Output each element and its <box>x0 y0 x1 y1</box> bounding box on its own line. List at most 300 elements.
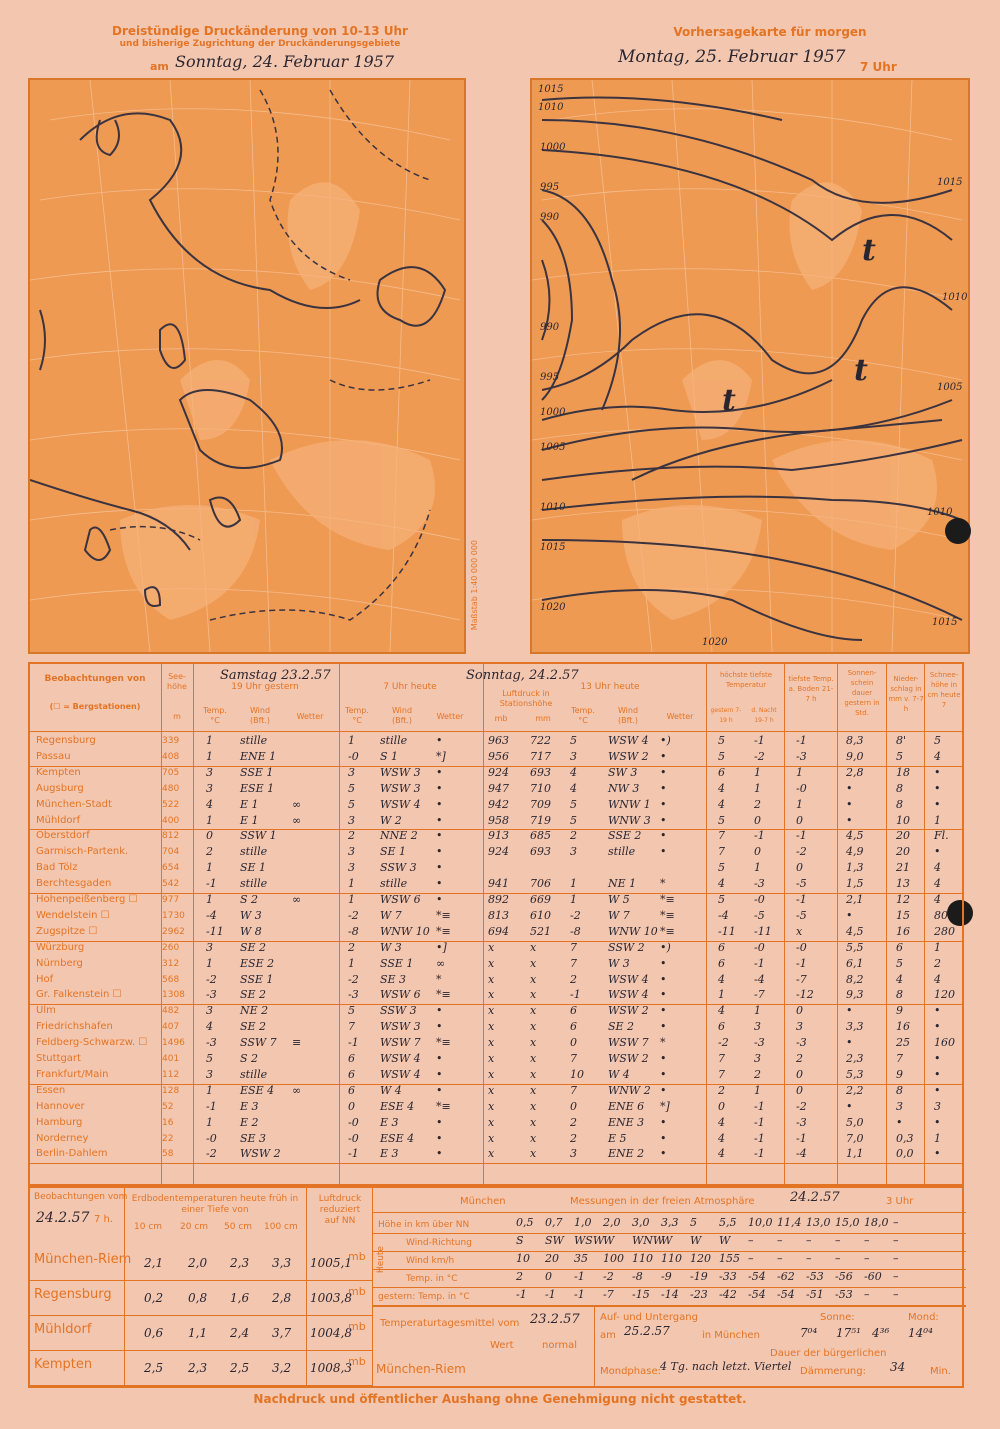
table-cell: SSW 2 <box>608 940 645 954</box>
soil-row-divider <box>30 1385 372 1386</box>
table-cell: *≡ <box>436 908 451 922</box>
table-cell: -11 <box>718 924 736 938</box>
table-cell: 10 <box>570 1067 584 1081</box>
table-cell: * <box>660 1036 666 1050</box>
table-cell: -2 <box>348 972 359 986</box>
table-cell: 1 <box>934 940 941 954</box>
table-cell: -3 <box>796 749 807 763</box>
table-row <box>30 1147 962 1163</box>
svg-text:1000: 1000 <box>540 407 566 418</box>
right-map-time: 7 Uhr <box>860 60 897 74</box>
table-cell: 4 <box>718 781 725 795</box>
upper-air-value: 0,5 <box>516 1216 534 1229</box>
table-cell: 1 <box>754 1083 761 1097</box>
table-cell: ENE 3 <box>608 1115 645 1129</box>
upper-air-value: 5 <box>690 1216 697 1229</box>
upper-air-row-label: Höhe in km über NN <box>378 1220 470 1230</box>
table-cell: x <box>488 940 495 954</box>
table-row <box>30 798 962 814</box>
table-cell: -2 <box>796 1099 807 1113</box>
table-cell: WSW 6 <box>380 988 421 1002</box>
table-cell: 2 <box>754 1067 761 1081</box>
observation-table <box>28 662 964 1186</box>
table-cell: x <box>488 956 495 970</box>
upper-air-value: -62 <box>777 1270 795 1283</box>
table-cell: • <box>934 1115 941 1129</box>
table-cell: -1 <box>754 1099 765 1113</box>
table-cell: SSW 3 <box>380 861 417 875</box>
sunrise-value: 7⁰⁴ <box>800 1326 818 1340</box>
table-cell: 6 <box>348 1052 355 1065</box>
table-cell: • <box>660 845 667 859</box>
table-cell: 4 <box>718 797 725 811</box>
station-name: Wendelstein ☐ <box>36 909 110 921</box>
table-cell: W 7 <box>380 908 402 922</box>
table-cell: • <box>934 1004 941 1018</box>
soil-value: 3,2 <box>272 1361 292 1375</box>
today-time-header: 7 Uhr heute <box>383 682 437 692</box>
group-divider <box>30 1163 962 1164</box>
svg-text:1010: 1010 <box>927 507 953 518</box>
upper-air-value: – <box>806 1234 812 1247</box>
table-cell: ∞ <box>292 813 302 827</box>
table-cell: 1 <box>206 861 213 875</box>
table-cell: • <box>436 829 443 843</box>
right-map-title: Vorhersagekarte für morgen <box>673 25 867 39</box>
upper-air-value: – <box>893 1252 899 1265</box>
table-cell: x <box>488 1036 495 1050</box>
table-cell: stille <box>240 877 268 891</box>
soil-row-divider <box>30 1280 372 1281</box>
table-cell: 5 <box>896 749 903 763</box>
table-cell: -0 <box>206 1131 217 1145</box>
table-cell: •) <box>660 734 671 747</box>
table-cell: 685 <box>530 829 551 843</box>
table-cell: -12 <box>796 988 814 1002</box>
svg-text:1015: 1015 <box>538 84 564 95</box>
table-cell: x <box>488 1052 495 1065</box>
table-cell: 3 <box>348 813 355 827</box>
max-min-header: höchste tiefste Temperatur <box>719 671 773 689</box>
station-height: 22 <box>162 1133 174 1144</box>
table-cell: 5 <box>896 956 903 970</box>
station-name: Friedrichshafen <box>36 1021 113 1033</box>
table-cell: -3 <box>754 1036 765 1050</box>
upper-air-value: -15 <box>632 1288 650 1301</box>
table-cell: 0,0 <box>896 1147 914 1161</box>
header-divider <box>30 731 962 732</box>
table-cell: 5 <box>718 861 725 875</box>
table-cell: 2 <box>570 972 577 986</box>
table-cell: 5 <box>348 1004 355 1018</box>
table-cell: -1 <box>754 829 765 843</box>
table-cell: •) <box>660 940 671 954</box>
table-cell: 4 <box>718 972 725 986</box>
table-cell: 8 <box>896 988 903 1002</box>
soil-value: 2,5 <box>230 1361 250 1375</box>
table-cell: • <box>846 908 853 922</box>
sun-label: Auf- und Untergang <box>600 1312 698 1323</box>
soil-depth-20: 20 cm <box>180 1222 209 1232</box>
table-cell: 1 <box>796 797 803 811</box>
table-cell: ∞ <box>292 893 302 906</box>
table-cell: 10 <box>896 813 910 827</box>
upper-air-value: -51 <box>806 1288 824 1301</box>
station-name: Hof <box>36 973 54 985</box>
table-cell: 0 <box>796 861 803 875</box>
upper-air-title-divider <box>372 1212 966 1213</box>
station-name: Norderney <box>36 1132 89 1144</box>
precip-header: Nieder- schlag in mm v. 7-7 h <box>888 675 924 713</box>
table-cell: -1 <box>796 829 807 843</box>
table-cell: • <box>436 1020 443 1034</box>
mm-header: mm <box>535 714 551 723</box>
svg-text:990: 990 <box>540 322 560 333</box>
upper-air-value: 5,5 <box>719 1216 737 1229</box>
table-cell: x <box>530 1115 537 1129</box>
soil-row-divider <box>30 1315 372 1316</box>
table-cell: 3 <box>570 1147 577 1161</box>
table-cell: 2,8 <box>846 765 864 779</box>
table-cell: *≡ <box>436 988 451 1002</box>
table-cell: 3 <box>570 845 577 859</box>
table-cell: 2 <box>348 940 355 954</box>
twilight-duration-label: Dauer der bürgerlichen <box>770 1348 887 1359</box>
table-cell: 3 <box>206 1004 213 1018</box>
table-cell: x <box>530 1099 537 1113</box>
station-header: Beobachtungen von <box>44 674 146 684</box>
soil-obs-label: Beobachtungen vom <box>34 1192 128 1202</box>
soil-station: Kempten <box>34 1357 93 1372</box>
table-cell: • <box>934 765 941 779</box>
table-cell: 1 <box>206 893 213 906</box>
table-cell: • <box>934 781 941 795</box>
svg-text:t: t <box>862 233 876 268</box>
svg-text:990: 990 <box>540 212 560 223</box>
upper-air-value: -9 <box>661 1270 672 1283</box>
upper-air-value: -56 <box>835 1270 853 1283</box>
table-cell: 4,5 <box>846 829 864 843</box>
table-cell: x <box>488 1083 495 1097</box>
upper-air-value: -19 <box>690 1270 708 1283</box>
table-cell: 7 <box>570 956 577 970</box>
table-cell: W 3 <box>608 956 630 970</box>
table-cell: 7 <box>570 940 577 954</box>
svg-text:1015: 1015 <box>540 542 566 553</box>
table-cell: 4 <box>718 1131 725 1145</box>
table-cell: 1 <box>796 765 803 779</box>
upper-air-value: -7 <box>603 1288 614 1301</box>
moonphase-label: Mondphase: <box>600 1366 661 1377</box>
table-cell: 7 <box>718 845 725 859</box>
table-cell: • <box>660 765 667 779</box>
upper-air-value: – <box>893 1270 899 1283</box>
upper-air-value: -53 <box>835 1288 853 1301</box>
table-cell: -2 <box>718 1036 729 1050</box>
table-cell: x <box>530 1052 537 1065</box>
svg-text:1020: 1020 <box>702 637 728 648</box>
upper-air-value: – <box>748 1252 754 1265</box>
table-cell: 0 <box>206 829 213 843</box>
table-cell: 2,3 <box>846 1052 864 1065</box>
upper-air-value: 0,7 <box>545 1216 563 1229</box>
upper-air-row-label: gestern: Temp. in °C <box>378 1292 470 1302</box>
table-cell: -0 <box>348 1115 359 1129</box>
soil-value: 2,3 <box>230 1256 250 1270</box>
table-cell: 15 <box>896 908 910 922</box>
table-cell: • <box>660 1067 667 1081</box>
table-cell: 4 <box>206 797 213 811</box>
table-cell: SSE 1 <box>240 765 274 779</box>
table-cell: 4 <box>206 1020 213 1034</box>
table-cell: -4 <box>206 908 217 922</box>
upper-air-value: – <box>835 1252 841 1265</box>
table-cell: • <box>660 1020 667 1034</box>
table-cell: 5 <box>348 797 355 811</box>
station-name: Mühldorf <box>36 814 81 826</box>
station-height: 705 <box>162 767 180 778</box>
table-cell: ESE 4 <box>380 1099 415 1113</box>
table-cell: x <box>530 956 537 970</box>
table-cell: 0 <box>348 1099 355 1113</box>
upper-air-value: -1 <box>574 1270 585 1283</box>
table-cell: -0 <box>754 940 765 954</box>
daily-mean-label: Temperaturtagesmittel vom <box>380 1318 520 1329</box>
table-cell: 892 <box>488 893 509 906</box>
table-cell: 4 <box>934 972 941 986</box>
table-cell: 7 <box>718 1052 725 1065</box>
station-name: Gr. Falkenstein ☐ <box>36 989 122 1001</box>
upper-air-value: W <box>661 1234 673 1247</box>
upper-air-value: -54 <box>777 1288 795 1301</box>
table-cell: * <box>436 972 442 986</box>
weather-header-yesterday: Wetter <box>296 712 324 721</box>
upper-air-date: 24.2.57 <box>790 1190 840 1205</box>
table-cell: 160 <box>934 1036 955 1050</box>
station-name: Hamburg <box>36 1116 83 1128</box>
upper-air-value: 100 <box>603 1252 624 1265</box>
station-name: Bad Tölz <box>36 862 78 874</box>
soil-value: 2,1 <box>144 1256 164 1270</box>
table-cell: *≡ <box>660 908 675 922</box>
table-row <box>30 877 962 893</box>
noon-time-header: 13 Uhr heute <box>580 682 640 692</box>
station-header-note: (☐ = Bergstationen) <box>49 702 141 711</box>
left-map-subtitle: und bisherige Zugrichtung der Druckänderungsgebiete <box>119 39 401 49</box>
table-cell: WSW 2 <box>608 749 649 763</box>
table-cell: 1 <box>754 861 761 875</box>
upper-air-time: 3 Uhr <box>886 1196 914 1207</box>
station-height: 128 <box>162 1085 180 1096</box>
upper-air-value: 0 <box>545 1270 552 1283</box>
sun-in-munich: in München <box>702 1330 760 1341</box>
table-cell: -1 <box>796 956 807 970</box>
table-cell: • <box>436 877 443 891</box>
station-name: Regensburg <box>36 735 96 746</box>
table-cell: SSE 1 <box>380 956 414 970</box>
upper-air-value: 3,0 <box>632 1216 650 1229</box>
table-row <box>30 734 962 750</box>
table-cell: SE 2 <box>240 940 267 954</box>
station-height: 654 <box>162 863 180 874</box>
table-cell: W 8 <box>240 924 262 938</box>
upper-air-value: 13,0 <box>806 1216 831 1229</box>
table-cell: • <box>436 893 443 906</box>
upper-air-value: -33 <box>719 1270 737 1283</box>
soil-value: 0,8 <box>188 1291 208 1305</box>
table-cell: 1 <box>206 956 213 970</box>
table-cell: 717 <box>530 749 551 763</box>
upper-air-value: – <box>748 1234 754 1247</box>
table-cell: ENE 2 <box>608 1147 645 1161</box>
upper-air-value: 110 <box>632 1252 653 1265</box>
table-cell: 3 <box>206 940 213 954</box>
table-cell: 0 <box>796 1067 803 1081</box>
upper-air-value: – <box>777 1234 783 1247</box>
upper-air-value: 10 <box>516 1252 530 1265</box>
weather-header-noon: Wetter <box>666 712 694 721</box>
upper-air-value: – <box>806 1252 812 1265</box>
station-name: Hannover <box>36 1100 85 1112</box>
table-row <box>30 925 962 941</box>
table-cell: • <box>436 813 443 827</box>
table-cell: E 3 <box>380 1147 399 1161</box>
wind-header-today: Wind (Bft.) <box>391 706 413 725</box>
min-sub-header: d. Nacht 19-7 h <box>751 707 777 724</box>
table-cell: 2 <box>570 1131 577 1145</box>
table-cell: ≡ <box>292 1036 302 1050</box>
soil-value: 2,8 <box>272 1291 292 1305</box>
table-cell: 5,0 <box>846 1115 864 1129</box>
table-cell: 0,3 <box>896 1131 914 1145</box>
soil-min-header: tiefste Temp. a. Boden 21-7 h <box>788 675 834 703</box>
table-cell: -1 <box>796 734 807 747</box>
table-cell: 1 <box>718 988 725 1002</box>
table-cell: • <box>934 845 941 859</box>
svg-text:1015: 1015 <box>932 617 958 628</box>
table-cell: * <box>660 877 666 891</box>
table-cell: • <box>436 861 443 875</box>
table-cell: • <box>436 1067 443 1081</box>
punch-hole-top <box>945 518 971 544</box>
upper-air-row-label: Wind km/h <box>406 1256 455 1266</box>
col-divider <box>594 1306 595 1386</box>
upper-air-place: München <box>460 1196 506 1207</box>
svg-text:t: t <box>722 383 736 418</box>
table-cell: SE 3 <box>240 1131 267 1145</box>
table-cell: 3 <box>348 845 355 859</box>
table-cell: 1 <box>348 956 355 970</box>
table-cell: ESE 4 <box>240 1083 275 1097</box>
svg-text:1010: 1010 <box>538 102 564 113</box>
soil-value: 0,2 <box>144 1291 164 1305</box>
table-cell: 5,5 <box>846 940 864 954</box>
table-cell: • <box>436 1131 443 1145</box>
table-cell: 1,3 <box>846 861 864 875</box>
table-cell: 1 <box>570 893 577 906</box>
table-cell: E 3 <box>380 1115 399 1129</box>
table-cell: 924 <box>488 765 509 779</box>
left-map-date: Sonntag, 24. Februar 1957 <box>175 52 394 71</box>
svg-text:t: t <box>854 353 868 388</box>
table-cell: W 4 <box>380 1083 402 1097</box>
upper-air-value: 3,3 <box>661 1216 679 1229</box>
table-cell: SSW 1 <box>240 829 277 843</box>
table-cell: 5 <box>348 781 355 795</box>
moonphase-value: 4 Tg. nach letzt. Viertel <box>660 1360 792 1373</box>
upper-air-value: 15,0 <box>835 1216 860 1229</box>
table-cell: WSW 7 <box>380 1036 421 1050</box>
table-cell: 25 <box>896 1036 910 1050</box>
table-cell: 3 <box>934 1099 941 1113</box>
table-cell: NNE 2 <box>380 829 418 843</box>
table-cell: stille <box>240 845 268 859</box>
table-cell: 5 <box>934 734 941 747</box>
map-scale: Maßstab 1:40 000 000 <box>470 540 479 631</box>
upper-air-value: -53 <box>806 1270 824 1283</box>
upper-air-value: 11,4 <box>777 1216 802 1229</box>
daily-mean-date: 23.2.57 <box>530 1312 580 1327</box>
table-cell: -3 <box>206 1036 217 1050</box>
table-cell: W 2 <box>380 813 402 827</box>
station-name: Essen <box>36 1084 66 1096</box>
table-cell: • <box>660 1083 667 1097</box>
table-cell: 7 <box>570 1052 577 1065</box>
table-cell: • <box>660 1147 667 1161</box>
wind-header-yesterday: Wind (Bft.) <box>249 706 271 725</box>
soil-value: 2,4 <box>230 1326 250 1340</box>
soil-row-divider <box>30 1350 372 1351</box>
table-row <box>30 1020 962 1036</box>
sun-date: 25.2.57 <box>624 1324 670 1338</box>
station-name: Berchtesgaden <box>36 878 112 890</box>
table-cell: 5 <box>570 797 577 811</box>
upper-air-value: – <box>893 1288 899 1301</box>
table-cell: WSW 2 <box>608 1004 649 1018</box>
table-row <box>30 1132 962 1148</box>
table-cell: W 3 <box>380 940 402 954</box>
table-cell: WSW 4 <box>608 972 649 986</box>
table-cell: 1 <box>570 877 577 891</box>
table-cell: -1 <box>754 1131 765 1145</box>
table-row <box>30 766 962 782</box>
table-cell: 1 <box>754 1004 761 1018</box>
table-cell: • <box>660 972 667 986</box>
table-cell: x <box>530 1067 537 1081</box>
soil-value: 3,7 <box>272 1326 292 1340</box>
table-cell: -1 <box>206 1099 217 1113</box>
upper-air-value: -60 <box>864 1270 882 1283</box>
upper-air-value: -54 <box>748 1270 766 1283</box>
table-cell: ∞ <box>292 1083 302 1097</box>
station-height: 1730 <box>162 910 185 921</box>
table-cell: 0 <box>570 1099 577 1113</box>
table-cell: 6 <box>718 940 725 954</box>
table-cell: 669 <box>530 893 551 906</box>
table-cell: 18 <box>896 765 910 779</box>
upper-air-value: 35 <box>574 1252 588 1265</box>
left-map-header <box>60 25 460 51</box>
table-cell: *≡ <box>436 1036 451 1050</box>
table-cell: 1 <box>206 734 213 747</box>
footer-notice: Nachdruck und öffentlicher Aushang ohne Genehmigung nicht gestattet. <box>253 1392 747 1406</box>
table-cell: WSW 7 <box>608 1036 649 1050</box>
table-row <box>30 973 962 989</box>
soil-value: 2,0 <box>188 1256 208 1270</box>
station-height: 2962 <box>162 926 185 937</box>
upper-air-value: 2,0 <box>603 1216 621 1229</box>
table-cell: 2 <box>206 845 213 859</box>
